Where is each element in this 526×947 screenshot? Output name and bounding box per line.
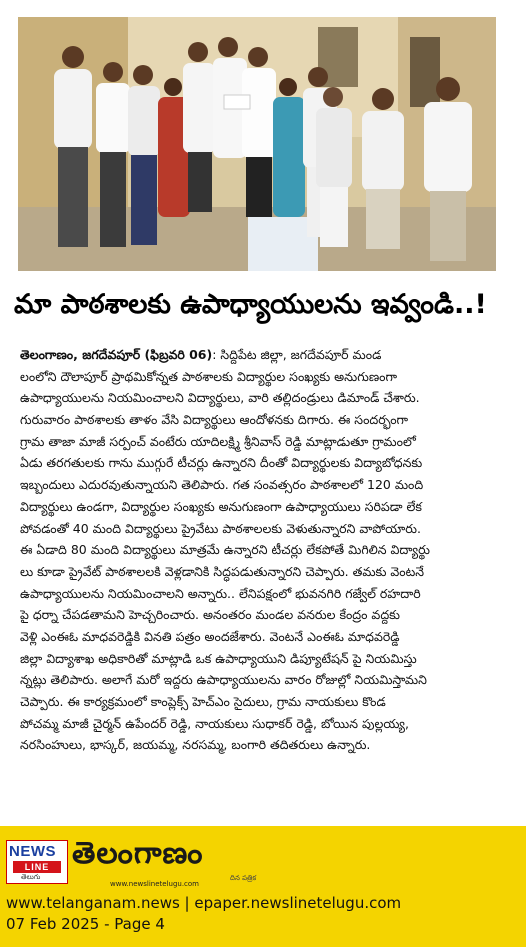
article-line: పై ధర్నా చేపడతామని హెచ్చరించారు. అనంతరం మండల వనరుల కేంద్రం వద్దకు — [20, 607, 400, 623]
logo-line-text: LINE — [13, 861, 61, 873]
article-line: లంలోని దౌలాపూర్ ప్రాథమికోన్నత పాఠశాలకు విద్యార్థుల సంఖ్యకు అనుగుణంగా — [20, 368, 398, 384]
article-line-text: : సిద్దిపేట జిల్లా, జగదేవపూర్ మండ — [212, 347, 382, 362]
article-line: నరసింహులు, భాస్కర్, జయమ్మ, నరసమ్మ, బంగారి తదితరులు ఉన్నారు. — [20, 737, 371, 753]
article-line: లు కూడా ప్రైవేట్ పాఠశాలలకి వెళ్లడానికి సిద్ధపడుతున్నారని చెప్పారు. తమకు వెంటనే — [20, 563, 425, 579]
brand-subtitle: దిన పత్రిక — [230, 874, 257, 882]
article-line: ఇబ్బందులు ఎదురవుతున్నాయని తెలిపారు. గత సంవత్సరం పాఠశాలలో 120 మంది — [20, 477, 424, 493]
article-body — [20, 344, 510, 756]
article-line: ఉపాధ్యాయులను నియమించాలని అన్నారు.. లేనిపక్షంలో భువనగిరి గజ్వేల్ రహదారి — [20, 585, 421, 601]
newsline-logo[interactable] — [6, 840, 68, 884]
article-line: జిల్లా విద్యాశాఖ అధికారితో మాట్లాడి ఒక ఉపాధ్యాయుని డిప్యూటేషన్ పై నియమిస్తు — [20, 650, 417, 666]
article-line: వెళ్లి ఎంఈఓ మాధవరెడ్డికి వినతి పత్రం అందజేశారు. వెంటనే ఎంఈఓ మాధవరెడ్డి — [20, 628, 400, 644]
article-line: విద్యార్థులు ఉండగా, విద్యార్థుల సంఖ్యకు అనుగుణంగా ఉపాధ్యాయులు సరిపడా లేక — [20, 498, 422, 514]
brand-url: www.newslinetelugu.com — [110, 880, 199, 888]
news-photo-group-illustration — [18, 17, 496, 271]
article-line: చెప్పారు. ఈ కార్యక్రమంలో కాంప్లెక్స్ హెచ్ఎం సైదులు, గ్రామ నాయకులు కొండ — [20, 694, 386, 709]
edition-info: 07 Feb 2025 - Page 4 — [6, 915, 165, 933]
article-line: ఉపాధ్యాయులను నియమించాలని విద్యార్థులు, వారి తల్లిదండ్రులు డిమాండ్ చేశారు. — [20, 390, 420, 406]
article-line — [20, 344, 510, 366]
footer-banner — [0, 826, 526, 947]
article-line: పోవడంతో 40 మంది విద్యార్థులు ప్రైవేటు పాఠశాలలకు వెళుతున్నారని వాపోయారు. — [20, 520, 421, 536]
article-line: పోచమ్మ మాజీ చైర్మన్ ఉపేందర్ రెడ్డి, నాయకులు సుధాకర్ రెడ్డి, బోయిన పుల్లయ్య, — [20, 715, 409, 731]
article-line: ఈ ఏడాది 80 మంది విద్యార్థులు మాత్రమే ఉన్నారని టీచర్లు లేకపోతే మిగిలిన విద్యార్థు — [20, 542, 430, 558]
article-dateline: తెలంగాణం, జగదేవపూర్ (ఫిబ్రవరి 06) — [20, 347, 213, 362]
logo-news-text: NEWS — [9, 843, 56, 860]
article-headline: మా పాఠశాలకు ఉపాధ్యాయులను ఇవ్వండి..! — [14, 289, 487, 320]
site-links[interactable]: www.telanganam.news | epaper.newslinetelugu.com — [6, 894, 402, 912]
article-line: గ్రామ తాజా మాజీ సర్పంచ్ వంటేరు యాదిలక్ష్మి శ్రీనివాస్ రెడ్డి మాట్లాడుతూ గ్రామంలో — [20, 433, 416, 449]
article-line: గురువారం పాఠశాలకు తాళం వేసి విద్యార్థులు ఆందోళనకు దిగారు. ఈ సందర్భంగా — [20, 412, 409, 428]
article-line: ఏడు తరగతులకు గాను ముగ్గురే టీచర్లు ఉన్నారని దీంతో విద్యార్థులకు విద్యాబోధనకు — [20, 455, 423, 471]
news-photo — [18, 17, 496, 271]
article-line: న్నట్లు తెలిపారు. అలాగే మరో ఇద్దరు ఉపాధ్యాయులను వారం రోజుల్లో నియమిస్తామని — [20, 672, 427, 688]
brand-title: తెలంగాణం — [72, 836, 204, 871]
logo-tag-text: తెలుగు — [21, 873, 41, 881]
